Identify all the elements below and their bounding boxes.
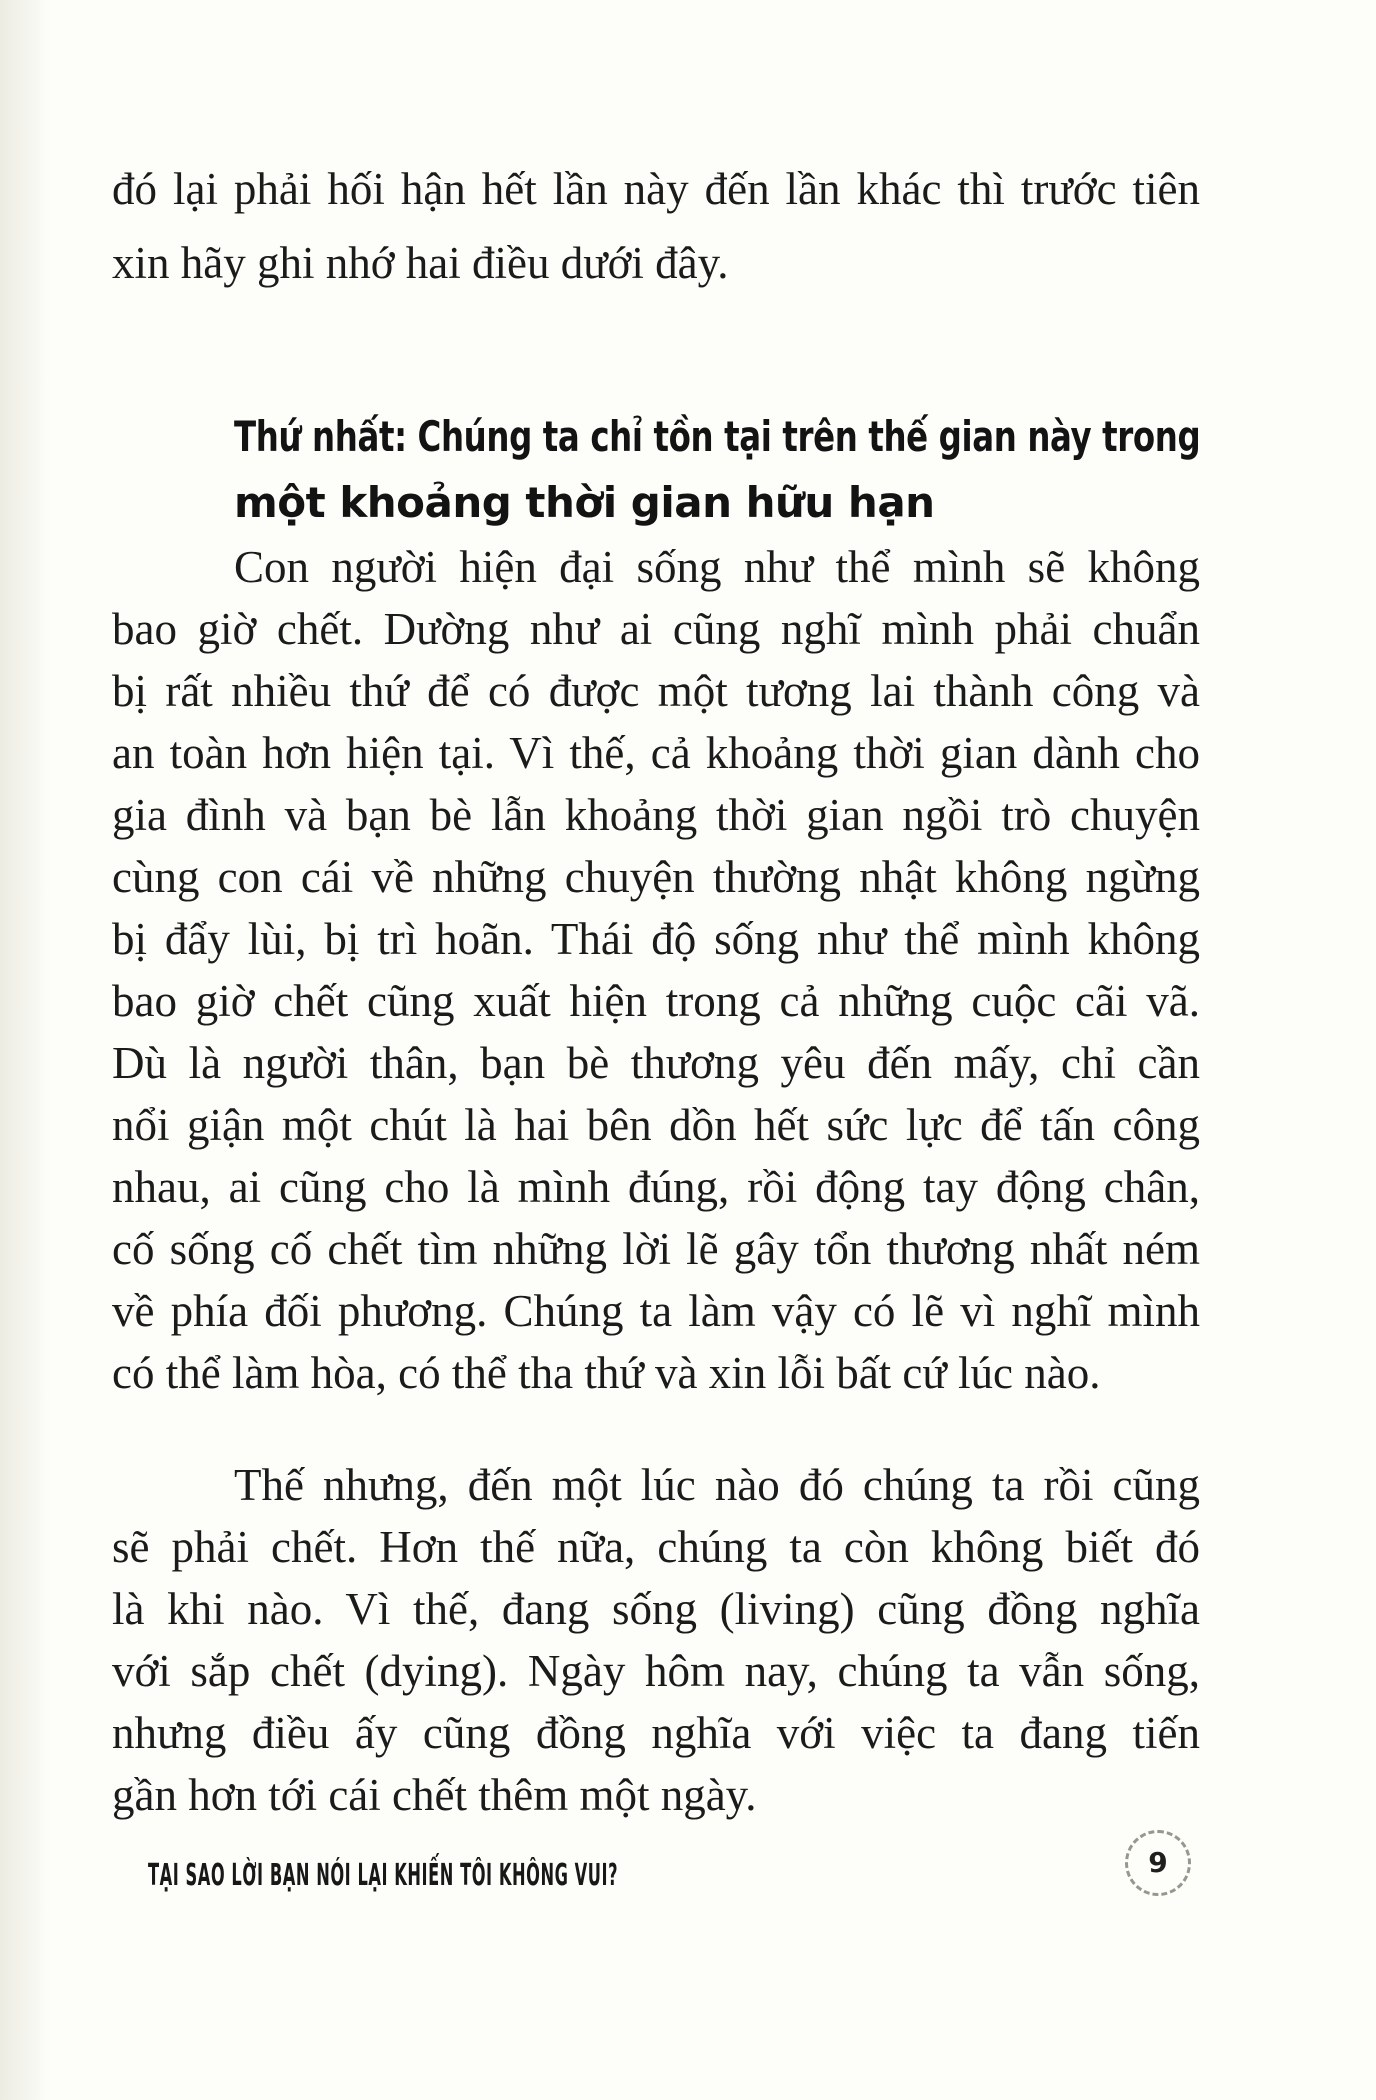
continued-paragraph: [112, 152, 1200, 300]
text-line: gia đình và bạn bè lẫn khoảng thời gian ngồi trò chuyện: [112, 790, 1200, 840]
running-title: TẠI SAO LỜI BẠN NÓI LẠI KHIẾN TÔI KHÔNG VUI?: [148, 1858, 619, 1893]
text-line: một khoảng thời gian hữu hạn: [234, 478, 935, 527]
text-line: sẽ phải chết. Hơn thế nữa, chúng ta còn không biết đó: [112, 1522, 1200, 1572]
text-line: đó lại phải hối hận hết lần này đến lần khác thì trước tiên: [112, 164, 1200, 214]
body-paragraph-2: [112, 1454, 1200, 1826]
text-line: bị rất nhiều thứ để có được một tương lai thành công và: [112, 666, 1200, 716]
page-footer: [115, 1830, 1200, 1910]
text-line: với sắp chết (dying). Ngày hôm nay, chúng ta vẫn sống,: [112, 1646, 1200, 1696]
text-line: cố sống cố chết tìm những lời lẽ gây tổn thương nhất ném: [112, 1224, 1200, 1274]
text-line: Dù là người thân, bạn bè thương yêu đến mấy, chỉ cần: [112, 1038, 1200, 1088]
text-line: bao giờ chết. Dường như ai cũng nghĩ mình phải chuẩn: [112, 604, 1200, 654]
text-line: nhưng điều ấy cũng đồng nghĩa với việc ta đang tiến: [112, 1708, 1200, 1758]
text-line: có thể làm hòa, có thể tha thứ và xin lỗi bất cứ lúc nào.: [112, 1348, 1101, 1398]
text-line: Thứ nhất: Chúng ta chỉ tồn tại trên thế gian này trong: [234, 412, 1201, 461]
text-line: Con người hiện đại sống như thể mình sẽ không: [234, 542, 1200, 592]
text-column: [112, 152, 1200, 1826]
page-number: 9: [1148, 1846, 1168, 1879]
text-line: gần hơn tới cái chết thêm một ngày.: [112, 1770, 757, 1820]
text-line: bị đẩy lùi, bị trì hoãn. Thái độ sống như thể mình không: [112, 914, 1200, 964]
text-line: xin hãy ghi nhớ hai điều dưới đây.: [112, 238, 729, 288]
text-line: nhau, ai cũng cho là mình đúng, rồi động tay động chân,: [112, 1162, 1200, 1212]
text-line: Thế nhưng, đến một lúc nào đó chúng ta rồi cũng: [234, 1460, 1200, 1510]
text-line: nổi giận một chút là hai bên dồn hết sức lực để tấn công: [112, 1100, 1200, 1150]
page-number-badge: [1125, 1830, 1191, 1896]
text-line: cùng con cái về những chuyện thường nhật không ngừng: [112, 852, 1200, 902]
page-edge-shadow: [0, 0, 50, 2100]
text-line: về phía đối phương. Chúng ta làm vậy có lẽ vì nghĩ mình: [112, 1286, 1200, 1336]
section-heading: [234, 404, 1200, 536]
text-line: bao giờ chết cũng xuất hiện trong cả những cuộc cãi vã.: [112, 976, 1200, 1026]
body-paragraph-1: [112, 536, 1200, 1404]
text-line: an toàn hơn hiện tại. Vì thế, cả khoảng thời gian dành cho: [112, 728, 1200, 778]
text-line: là khi nào. Vì thế, đang sống (living) cũng đồng nghĩa: [112, 1584, 1200, 1634]
